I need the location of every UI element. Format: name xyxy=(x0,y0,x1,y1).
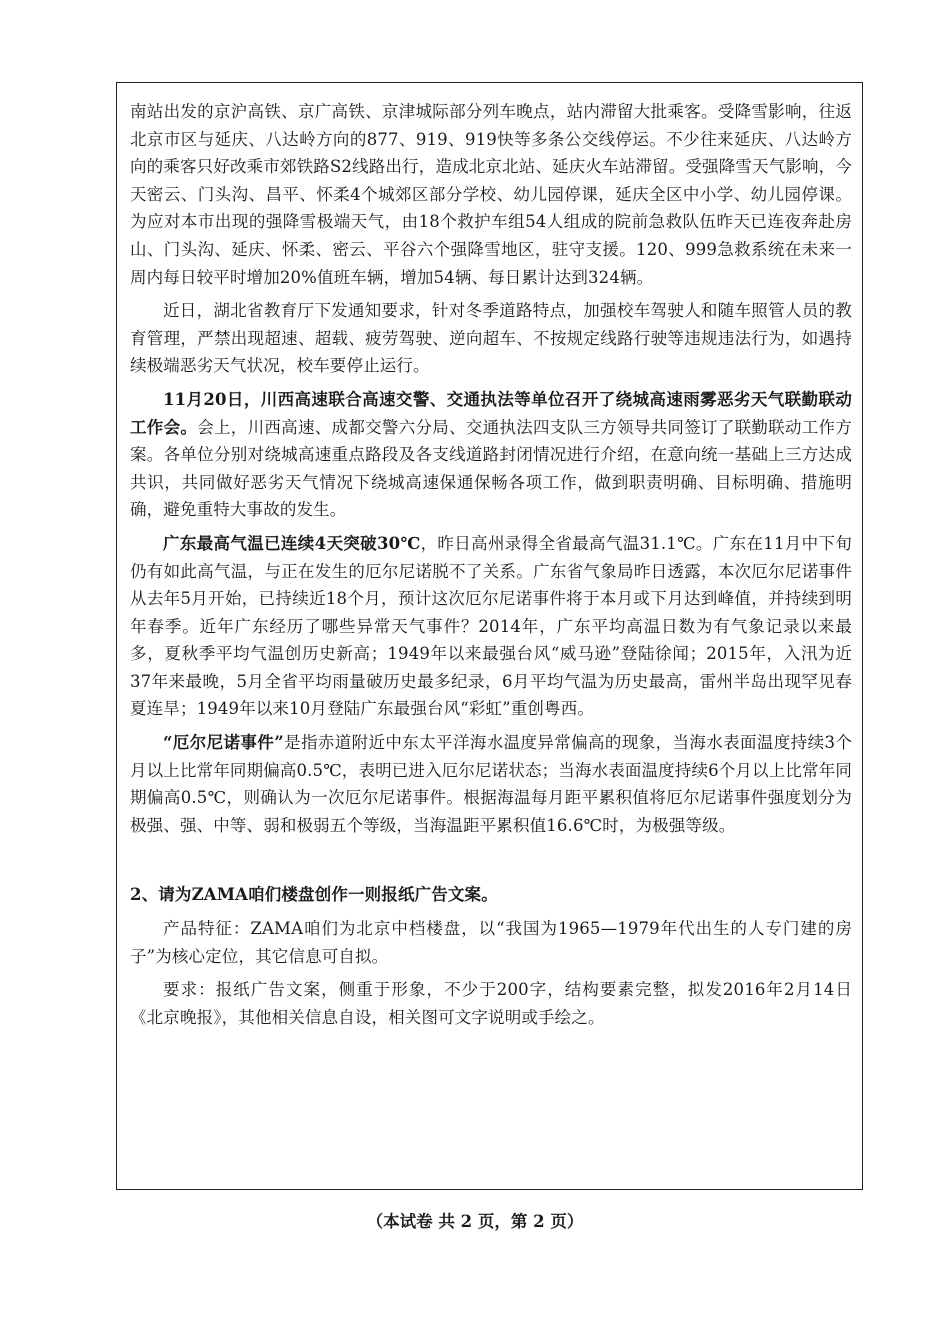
paragraph-5-body: 是指赤道附近中东太平洋海水温度异常偏高的现象，当海水表面温度持续3个月以上比常年同期偏高0.5℃，表明已进入厄尔尼诺状态；当海水表面温度持续6个月以上比常年同期偏高0.5℃，则确认为一次厄尔尼诺事件。根据海温每月距平累积值将厄尔尼诺事件强度划分为极强、强、中等、弱和极弱五个等级，当海温距平累积值16.6℃时，为极强等级。 xyxy=(130,733,852,835)
question-2-title: 2、请为ZAMA咱们楼盘创作一则报纸广告文案。 xyxy=(130,885,498,905)
question-2-features: 产品特征：ZAMA咱们为北京中档楼盘，以“我国为1965—1979年代出生的人专门建的房子”为核心定位，其它信息可自拟。 xyxy=(130,919,852,966)
article-paragraph-2: 近日，湖北省教育厅下发通知要求，针对冬季道路特点，加强校车驾驶人和随车照管人员的教育管理，严禁出现超速、超载、疲劳驾驶、逆向超车、不按规定线路行驶等违规违法行为，如遇持续极端恶劣天气状况，校车要停止运行。 xyxy=(130,301,852,376)
article-paragraph-3 xyxy=(130,386,852,524)
article-paragraph-1: 南站出发的京沪高铁、京广高铁、京津城际部分列车晚点，站内滞留大批乘客。受降雪影响，往返北京市区与延庆、八达岭方向的877、919、919快等多条公交线停运。不少往来延庆、八达岭方向的乘客只好改乘市郊铁路S2线路出行，造成北京北站、延庆火车站滞留。受强降雪天气影响，今天密云、门头沟、昌平、怀柔4个城郊区部分学校、幼儿园停课，延庆全区中小学、幼儿园停课。为应对本市出现的强降雪极端天气，由18个救护车组54人组成的院前急救队伍昨天已连夜奔赴房山、门头沟、延庆、怀柔、密云、平谷六个强降雪地区，驻守支援。120、999急救系统在未来一周内每日较平时增加20%值班车辆，增加54辆、每日累计达到324辆。 xyxy=(130,102,852,287)
paragraph-3-lead: 11月20日，川西高速联合高速交警、交通执法等单位召开了绕城高速雨雾恶劣天气联勤联动工作会。 xyxy=(130,389,852,437)
article-paragraph-4 xyxy=(130,530,852,723)
paragraph-4-body: ，昨日高州录得全省最高气温31.1℃。广东在11月中下旬仍有如此高气温，与正在发生的厄尔尼诺脱不了关系。广东省气象局昨日透露，本次厄尔尼诺事件从去年5月开始，已持续近18个月，预计这次厄尔尼诺事件将于本月或下月达到峰值，并持续到明年春季。近年广东经历了哪些异常天气事件？2014年，广东平均高温日数为有气象记录以来最多，夏秋季平均气温创历史新高；1949年以来最强台风“威马逊”登陆徐闻；2015年，入汛为近37年来最晚，5月全省平均雨量破历史最多纪录，6月平均气温为历史最高，雷州半岛出现罕见春夏连旱；1949年以来10月登陆广东最强台风“彩虹”重创粤西。 xyxy=(130,533,852,719)
paragraph-3-body: 会上，川西高速、成都交警六分局、交通执法四支队三方领导共同签订了联勤联动工作方案。各单位分别对绕城高速重点路段及各支线道路封闭情况进行介绍，在意向统一基础上三方达成共识，共同做好恶劣天气情况下绕城高速保通保畅各项工作，做到职责明确、目标明确、措施明确，避免重特大事故的发生。 xyxy=(130,417,852,520)
paragraph-4-lead: 广东最高气温已连续4天突破30℃ xyxy=(163,533,421,553)
page-footer: （本试卷 共 2 页，第 2 页） xyxy=(366,1212,584,1231)
question-2-requirements: 要求：报纸广告文案，侧重于形象，不少于200字，结构要素完整，拟发2016年2月14日《北京晚报》，其他相关信息自设，相关图可文字说明或手绘之。 xyxy=(130,980,852,1027)
article-paragraph-5 xyxy=(130,729,852,839)
exam-content xyxy=(130,98,852,1031)
paragraph-5-lead: “厄尔尼诺事件” xyxy=(163,733,284,753)
